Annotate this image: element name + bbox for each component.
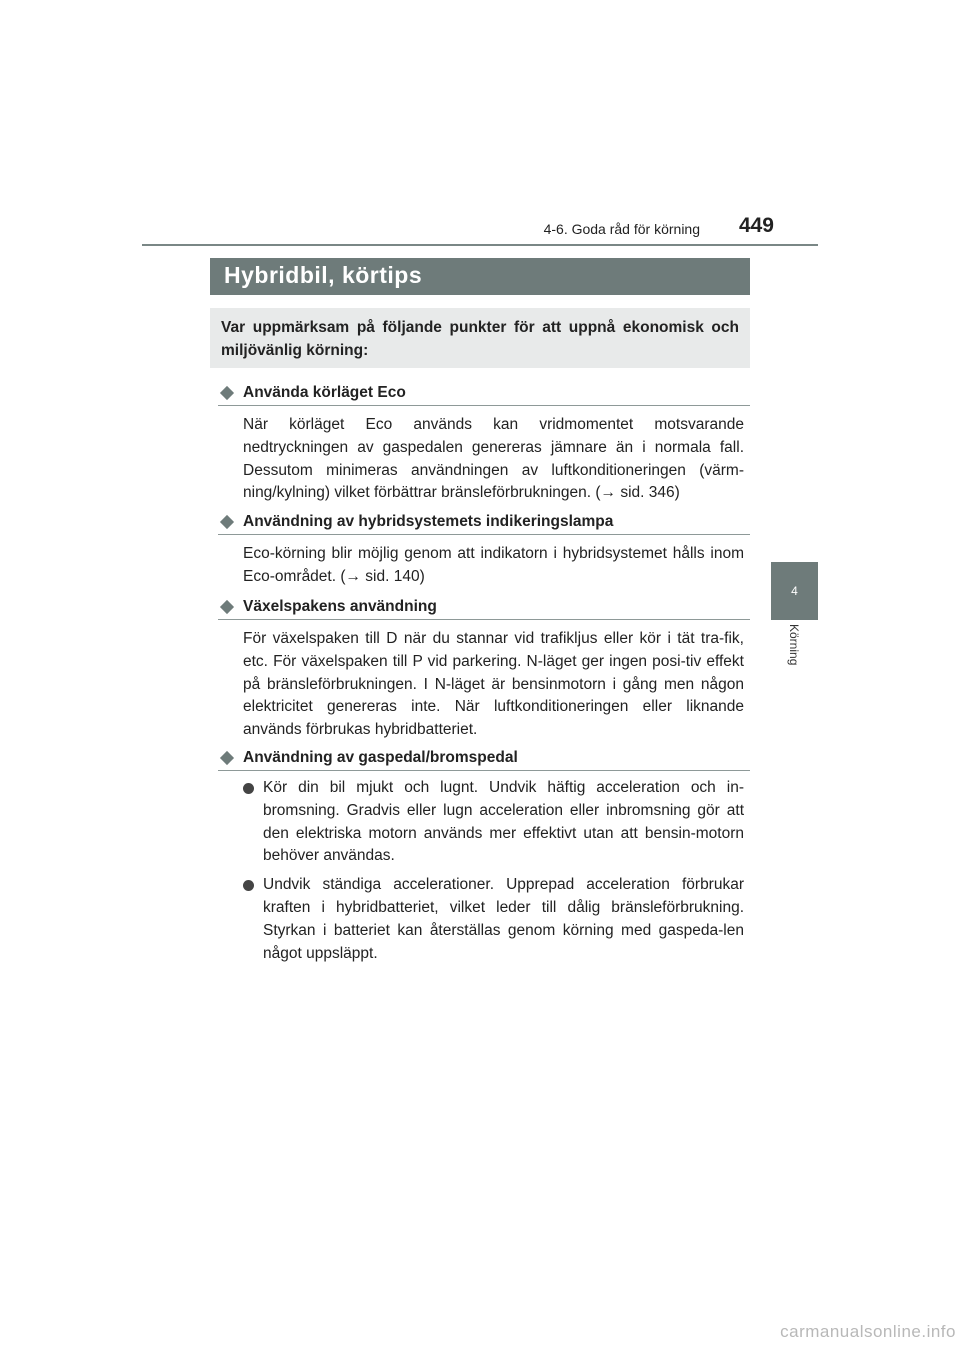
section-heading (218, 381, 750, 406)
page-title-bar (210, 258, 750, 295)
diamond-bullet-icon (220, 600, 234, 614)
section-paragraph: Eco-körning blir möjlig genom att indikatorn i hybridsystemet hålls inom Eco-området. (→ sid. 140) (243, 545, 744, 585)
section-paragraph: När körläget Eco används kan vridmomentet motsvarande nedtryckningen av gaspedalen genereras jämnare än i normala fall. Dessutom minimeras användningen av luftkonditioneringen (värm-ning/kylning) vilket förbättrar bränsleförbrukningen. (→ sid. 346) (243, 416, 744, 502)
watermark: carmanualsonline.info (780, 1322, 956, 1341)
section-title: Använda körläget Eco (243, 384, 406, 401)
section-title: Användning av hybridsystemets indikeringslampa (243, 513, 614, 530)
chapter-section-label: 4-6. Goda råd för körning (543, 221, 700, 237)
diamond-bullet-icon (220, 386, 234, 400)
chapter-tab-number: 4 (791, 584, 798, 598)
list-item-text: Undvik ständiga accelerationer. Upprepad acceleration förbrukar kraften i hybridbatteriet, vilket leder till dålig bränsleförbrukning. Styrkan i batteriet kan återställas genom körning med gaspeda-len något uppsläppt. (263, 876, 744, 962)
header-rule (142, 244, 818, 246)
diamond-bullet-icon (220, 751, 234, 765)
list-item-text: Kör din bil mjukt och lugnt. Undvik häftig acceleration och in-bromsning. Gradvis eller lugn acceleration eller inbromsning gör att den elektriska motorn används mer effektivt utan att bensin-motorn behöver användas. (263, 779, 744, 865)
list-item (243, 777, 744, 868)
section-title: Växelspakens användning (243, 598, 437, 615)
section-heading (218, 746, 750, 771)
list-item (243, 874, 744, 965)
round-bullet-icon (243, 880, 254, 891)
section-paragraph: För växelspaken till D när du stannar vid trafikljus eller kör i tät tra-fik, etc. För växelspaken till P vid parkering. N-läget ger ingen posi-tiv effekt på bränsleförbrukningen. I N-läget är bensinmotorn i gång men någon elektricitet genereras inte. När luftkonditioneringen eller liknande används förbrukas hybridbatteriet. (243, 630, 744, 739)
page-number: 449 (738, 214, 774, 237)
page-title: Hybridbil, körtips (224, 262, 423, 288)
section-pedals (218, 746, 750, 965)
intro-box (210, 308, 750, 368)
section-title: Användning av gaspedal/bromspedal (243, 749, 518, 766)
section-heading (218, 595, 750, 620)
chapter-tab[interactable] (771, 562, 818, 620)
section-indicator-lamp (218, 510, 750, 589)
diamond-bullet-icon (220, 515, 234, 529)
section-gear-lever (218, 595, 750, 742)
section-eco-mode (218, 381, 750, 505)
section-heading (218, 510, 750, 535)
intro-text: Var uppmärksam på följande punkter för att uppnå ekonomisk och miljövänlig körning: (221, 319, 739, 359)
chapter-tab-label: Körning (787, 624, 801, 666)
round-bullet-icon (243, 783, 254, 794)
